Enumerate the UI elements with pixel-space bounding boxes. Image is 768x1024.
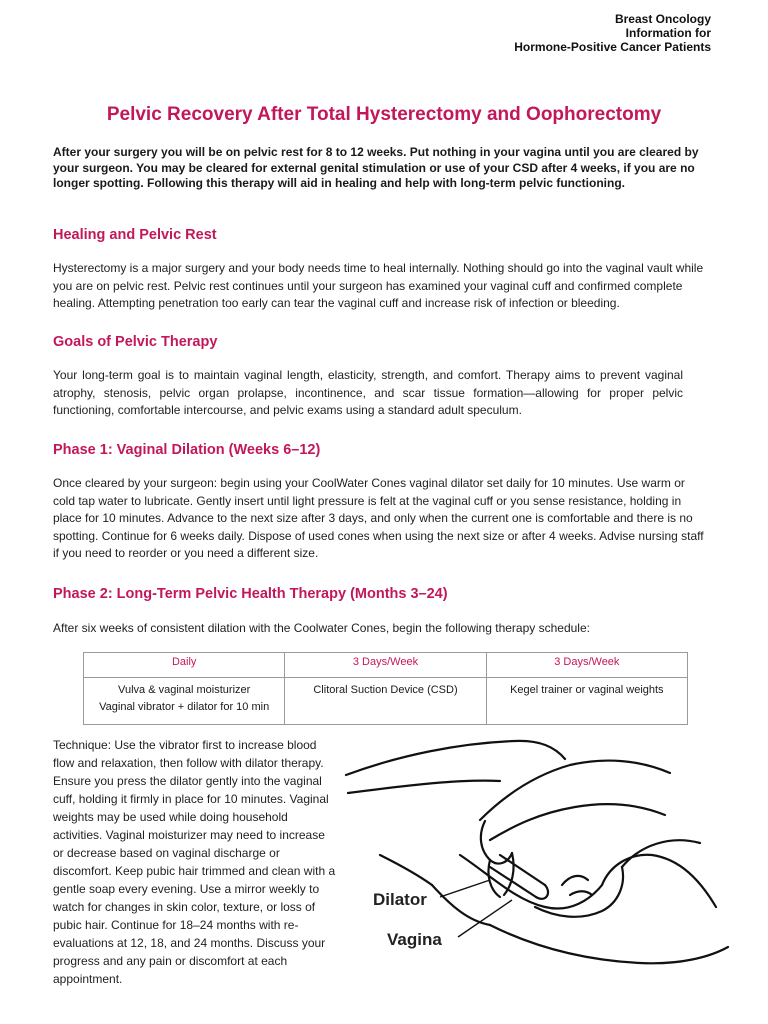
table-header-row [84,653,688,678]
paragraph-phase1: Once cleared by your surgeon: begin using your CoolWater Cones vaginal dilator set daily for 10 minutes. Use warm or cold tap water to lubricate. Gently insert until light pressure is felt at the vaginal cuff or you sense resistance, holding in place for 10 minutes. Advance to the next size after 3 days, and only when the current one is comfortable and there is no spotting. Continue for 6 weeks daily. Dispose of used cones when using the next size or after 4 weeks. Advise nursing staff if you need to reorder or you need a different size. [53,476,704,560]
table-header-3days-a: 3 Days/Week [285,653,486,678]
table-header-daily: Daily [84,653,285,678]
paragraph-phase2: After six weeks of consistent dilation with the Coolwater Cones, begin the following therapy schedule: [53,621,590,635]
cell-text: Vaginal vibrator + dilator for 10 min [99,701,270,713]
paragraph-goals: Your long-term goal is to maintain vaginal length, elasticity, strength, and comfort. Therapy aims to prevent vaginal atrophy, stenosis, pelvic organ prolapse, incontinence, and scar tissue formation—allowing for proper pelvic functioning, comfortable intercourse, and pelvic exams using a standard adult speculum. [53,368,683,417]
header-line-1: Breast Oncology [614,12,711,26]
document-header [514,12,711,54]
cell-text: Vulva & vaginal moisturizer [118,684,251,696]
label-dilator: Dilator [373,890,427,909]
heading-phase2: Phase 2: Long-Term Pelvic Health Therapy (Months 3–24) [53,586,448,602]
table-header-3days-b: 3 Days/Week [486,653,687,678]
table-cell-csd: Clitoral Suction Device (CSD) [285,678,486,725]
header-line-3: Hormone-Positive Cancer Patients [514,40,711,54]
heading-goals: Goals of Pelvic Therapy [53,334,218,350]
heading-healing: Healing and Pelvic Rest [53,227,217,243]
label-vagina: Vagina [387,930,442,949]
page-title: Pelvic Recovery After Total Hysterectomy and Oophorectomy [106,104,662,125]
dilator-diagram [340,735,730,985]
dilator-illustration [340,735,730,985]
header-line-2: Information for [625,26,711,40]
heading-phase1: Phase 1: Vaginal Dilation (Weeks 6–12) [53,442,321,458]
paragraph-healing: Hysterectomy is a major surgery and your body needs time to heal internally. Nothing should go into the vaginal vault while you are on pelvic rest. Pelvic rest continues until your surgeon has examined your vaginal cuff and confirmed complete healing. Attempting penetration too early can tear the vaginal cuff and increase risk of infection or bleeding. [53,261,704,310]
therapy-schedule-table [83,652,688,725]
table-cell-daily [84,678,285,725]
table-cell-kegel: Kegel trainer or vaginal weights [486,678,687,725]
technique-paragraph: Technique: Use the vibrator first to increase blood flow and relaxation, then follow with dilator therapy. Ensure you press the dilator gently into the vaginal cuff, holding it firmly in place for 10 minutes. Vaginal weights may be used while doing household activities. Vaginal moisturizer may need to increase or decrease based on vaginal discharge or discomfort. Keep pubic hair trimmed and clean with a gentle soap every evening. Use a mirror weekly to watch for changes in skin color, texture, or loss of pubic hair. Continue for 18–24 months with re-evaluations at 12, 18, and 24 months. Discuss your progress and any pain or discomfort at each appointment. [53,738,336,986]
intro-paragraph: After your surgery you will be on pelvic rest for 8 to 12 weeks. Put nothing in your vagina until you are cleared by your surgeon. You may be cleared for external genital stimulation or use of your CSD after 4 weeks, if you are no longer spotting. Following this therapy will aid in healing and help with long-term pelvic functioning. [53,145,699,190]
table-row [84,678,688,725]
